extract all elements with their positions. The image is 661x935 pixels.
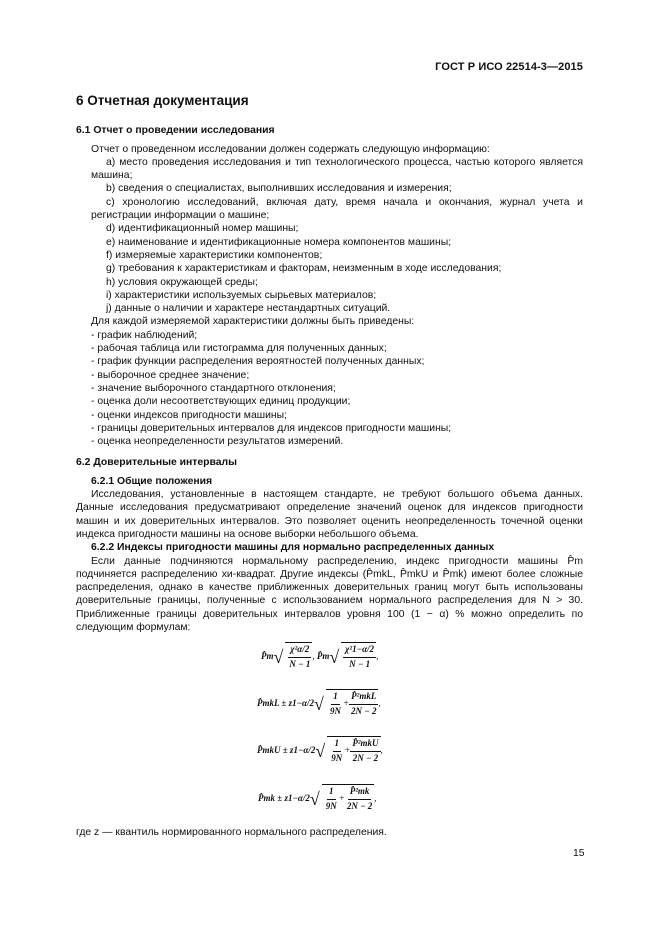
report-item: h) условия окружающей среды; xyxy=(106,276,258,288)
page-number: 15 xyxy=(573,848,585,859)
bullet-item: - график функции распределения вероятностей полученных данных; xyxy=(91,356,425,368)
report-item: j) данные о наличии и характере нестандартных ситуаций. xyxy=(106,303,391,315)
subsection-6-2-2-title: 6.2.2 Индексы пригодности машины для нормально распределенных данных xyxy=(91,542,495,554)
subsection-6-1-title: 6.1 Отчет о проведении исследования xyxy=(76,125,275,137)
report-item: a) место проведения исследования и тип технологического процесса, частью которого является машина; xyxy=(91,156,583,182)
formula-legend: где z — квантиль нормированного нормального распределения. xyxy=(76,827,387,839)
report-intro: Отчет о проведенном исследовании должен содержать следующую информацию: xyxy=(91,143,490,155)
report-item: d) идентификационный номер машины; xyxy=(106,223,299,235)
characteristics-intro: Для каждой измеряемой характеристики должны быть приведены: xyxy=(91,316,415,328)
general-provisions-text: Исследования, установленные в настоящем стандарте, не требуют большого объема данных. Данные исследования предусматривают определение значений оценок для индексов пригодности машин и их доверительных интервалов. Это позволяет оценить неопределенность точечной оценки индекса пригодности машины на основе выборки небольшого объема. xyxy=(76,489,583,540)
formula-block xyxy=(76,634,583,826)
formula-pm-interval: P̂m √ $\frac{\text{χ²α/2}}{N - 1}$ , P̂m √ $\frac{\text{χ²1−α/2}}{N - 1}$ , xyxy=(261,642,378,671)
report-item: e) наименование и идентификационные номера компонентов машины; xyxy=(106,236,452,248)
bullet-item: - оценки индексов пригодности машины; xyxy=(91,409,287,421)
page-content xyxy=(76,94,583,840)
subsection-6-2-title: 6.2 Доверительные интервалы xyxy=(76,457,238,469)
bullet-item: - рабочая таблица или гистограмма для полученных данных; xyxy=(91,343,387,355)
capability-indices-text: Если данные подчиняются нормальному распределению, индекс пригодности машины P̂m подчиняется распределению хи-квадрат. Другие индексы (P̂mkL, P̂mkU и P̂mk) имеют более сложные распределения, однако в качестве приближенных доверительных границ могут быть использованы доверительные границы, полученные с использованием нормального распределения для N > 30. Приближенные границы доверительных интервалов уровня 100 (1 − α) % можно определить по следующим формулам: xyxy=(76,555,583,633)
report-item: g) требования к характеристикам и факторам, неизменным в ходе исследования; xyxy=(106,263,502,275)
report-item: i) характеристики используемых сырьевых материалов; xyxy=(106,289,377,301)
bullet-item: - выборочное среднее значение; xyxy=(91,369,250,381)
section-title: 6 Отчетная документация xyxy=(76,93,249,108)
bullet-item: - значение выборочного стандартного отклонения; xyxy=(91,382,336,394)
bullet-item: - оценка неопределенности результатов измерений. xyxy=(91,436,344,448)
page-header: ГОСТ Р ИСО 22514-3—2015 xyxy=(435,61,583,73)
formula-pmku-interval: P̂mkU ± z1−α/2 √ $\frac{1}{9N}$ + $\frac{\text{P̂²mkU}}{2N - 2}$ , xyxy=(257,736,383,765)
bullet-item: - границы доверительных интервалов для индексов пригодности машины; xyxy=(91,422,452,434)
bullet-item: - оценка доли несоответствующих единиц продукции; xyxy=(91,396,351,408)
formula-pmkl-interval: P̂mkL ± z1−α/2 √ $\frac{1}{9N}$ + $\frac{\text{P̂²mkL}}{2N - 2}$ , xyxy=(257,689,381,718)
report-item: b) сведения о специалистах, выполнивших исследования и измерения; xyxy=(106,183,452,195)
report-item: c) хронологию исследований, включая дату, время начала и окончания, журнал учета и регистрации информации о машине; xyxy=(91,196,583,222)
formula-pmk-interval: P̂mk ± z1−α/2 √ $\frac{1}{9N}$ + $\frac{\text{P̂²mk}}{2N - 2}$ , xyxy=(258,784,377,813)
subsection-6-2-1-title: 6.2.1 Общие положения xyxy=(91,475,213,487)
bullet-item: - график наблюдений; xyxy=(91,329,198,341)
report-item: f) измеряемые характеристики компонентов; xyxy=(106,249,323,261)
